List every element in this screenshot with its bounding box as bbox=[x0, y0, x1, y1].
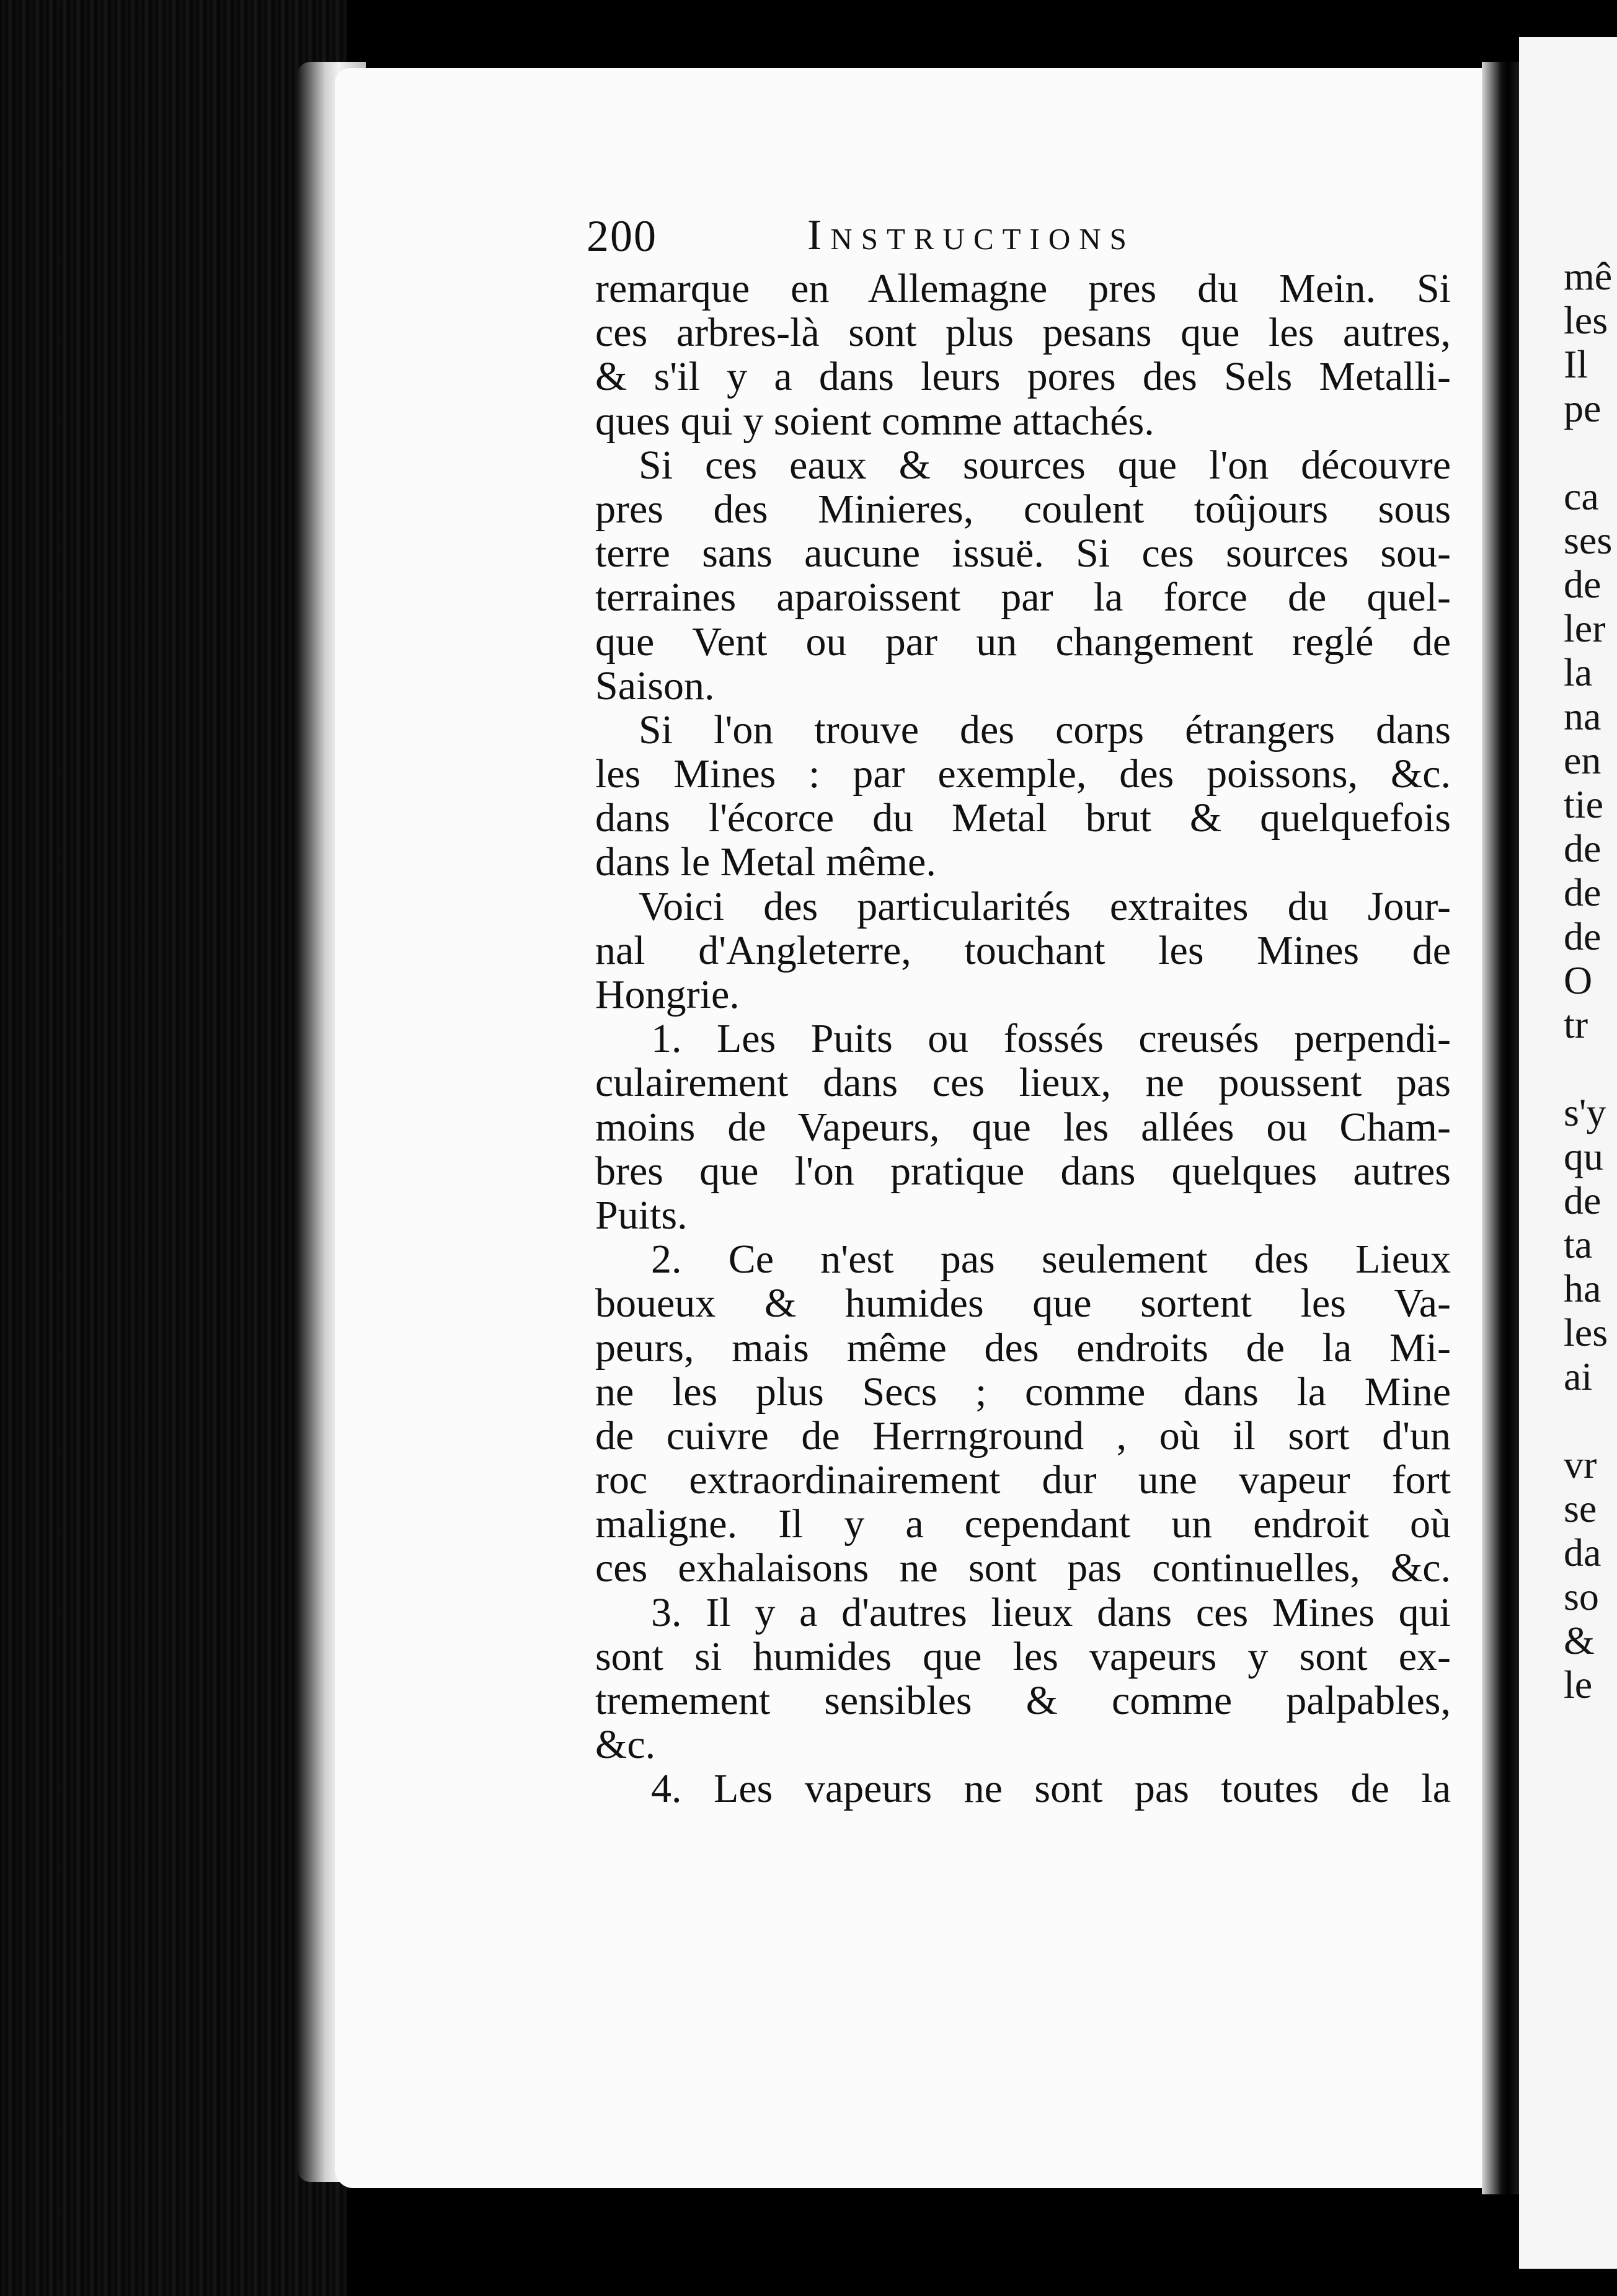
right-page-line: ai bbox=[1564, 1354, 1593, 1398]
page-header bbox=[587, 211, 1455, 267]
right-page-line: O bbox=[1564, 958, 1593, 1002]
right-page-line: ca bbox=[1564, 474, 1599, 518]
text-line: & s'il y a dans leurs pores des Sels Metalli- bbox=[595, 355, 1451, 399]
right-page-line: en bbox=[1564, 738, 1601, 782]
text-line: Voici des particularités extraites du Jour- bbox=[639, 884, 1451, 929]
page-number: 200 bbox=[587, 211, 657, 261]
right-page-line: s'y bbox=[1564, 1090, 1606, 1134]
right-page-line: de bbox=[1564, 1178, 1601, 1222]
right-page-line: da bbox=[1564, 1530, 1601, 1574]
right-page-line: le bbox=[1564, 1662, 1593, 1707]
running-title: Instructions bbox=[807, 211, 1135, 259]
text-line: pres des Minieres, coulent toûjours sous bbox=[595, 487, 1451, 532]
text-line: terre sans aucune issuë. Si ces sources sou- bbox=[595, 531, 1451, 576]
right-page-line: vr bbox=[1564, 1442, 1597, 1486]
book-edge bbox=[0, 0, 347, 2296]
right-page-line: de bbox=[1564, 914, 1601, 958]
text-line: 3. Il y a d'autres lieux dans ces Mines qui bbox=[651, 1590, 1451, 1635]
text-line: de cuivre de Herrnground , où il sort d'un bbox=[595, 1413, 1451, 1459]
body-text bbox=[595, 267, 1451, 1811]
text-line: nal d'Angleterre, touchant les Mines de bbox=[595, 928, 1451, 973]
text-line: Si l'on trouve des corps étrangers dans bbox=[639, 707, 1451, 753]
text-line: tremement sensibles & comme palpables, bbox=[595, 1679, 1451, 1723]
right-page-text-fragment bbox=[1564, 254, 1617, 1707]
right-page-line bbox=[1564, 1398, 1617, 1442]
right-page-line: & bbox=[1564, 1618, 1595, 1662]
text-line: ces arbres-là sont plus pesans que les autres, bbox=[595, 311, 1451, 355]
right-page-line: se bbox=[1564, 1486, 1597, 1530]
right-page-line: ta bbox=[1564, 1222, 1593, 1266]
text-line: Hongrie. bbox=[595, 973, 740, 1017]
text-line: ques qui y soient comme attachés. bbox=[595, 399, 1154, 443]
text-line: les Mines : par exemple, des poissons, &c. bbox=[595, 752, 1451, 797]
right-page-line: pe bbox=[1564, 386, 1601, 430]
right-page-line: qu bbox=[1564, 1134, 1603, 1178]
text-line: 2. Ce n'est pas seulement des Lieux bbox=[651, 1237, 1451, 1282]
text-line: ces exhalaisons ne sont pas continuelles, &c. bbox=[595, 1546, 1451, 1591]
text-line: sont si humides que les vapeurs y sont ex- bbox=[595, 1634, 1451, 1679]
right-page-line: Il bbox=[1564, 342, 1588, 386]
right-page-line: la bbox=[1564, 650, 1593, 694]
text-line: terraines aparoissent par la force de quel- bbox=[595, 575, 1451, 620]
text-line: bres que l'on pratique dans quelques autres bbox=[595, 1149, 1451, 1193]
text-line: roc extraordinairement dur une vapeur fort bbox=[595, 1458, 1451, 1503]
text-line: boueux & humides que sortent les Va- bbox=[595, 1281, 1451, 1326]
right-page-line: les bbox=[1564, 298, 1608, 342]
text-line: Saison. bbox=[595, 663, 715, 708]
text-line: 4. Les vapeurs ne sont pas toutes de la bbox=[651, 1767, 1451, 1811]
right-page-line: ses bbox=[1564, 518, 1613, 562]
right-page-line: so bbox=[1564, 1574, 1599, 1618]
text-line: maligne. Il y a cependant un endroit où bbox=[595, 1502, 1451, 1547]
text-line: Puits. bbox=[595, 1193, 688, 1238]
text-line: peurs, mais même des endroits de la Mi- bbox=[595, 1325, 1451, 1370]
text-line: culairement dans ces lieux, ne poussent pas bbox=[595, 1061, 1451, 1105]
text-line: &c. bbox=[595, 1723, 656, 1767]
text-line: ne les plus Secs ; comme dans la Mine bbox=[595, 1369, 1451, 1414]
right-page-line: de bbox=[1564, 562, 1601, 606]
text-line: Si ces eaux & sources que l'on découvre bbox=[639, 443, 1451, 487]
right-page-line: de bbox=[1564, 826, 1601, 870]
right-page-line: les bbox=[1564, 1310, 1608, 1354]
text-line: moins de Vapeurs, que les allées ou Cham- bbox=[595, 1105, 1451, 1149]
text-line: remarque en Allemagne pres du Mein. Si bbox=[595, 267, 1451, 311]
right-page-line: ha bbox=[1564, 1266, 1601, 1310]
text-line: 1. Les Puits ou fossés creusés perpendi- bbox=[651, 1017, 1451, 1061]
text-line: dans le Metal même. bbox=[595, 840, 936, 885]
right-page-line bbox=[1564, 1046, 1617, 1090]
right-page-line bbox=[1564, 430, 1617, 474]
right-page-line: ler bbox=[1564, 606, 1606, 650]
text-line: que Vent ou par un changement reglé de bbox=[595, 619, 1451, 664]
text-line: dans l'écorce du Metal brut & quelquefois bbox=[595, 796, 1451, 841]
right-page-line: tr bbox=[1564, 1002, 1588, 1046]
right-page-line: tie bbox=[1564, 782, 1603, 826]
right-page-line: mê bbox=[1564, 254, 1613, 298]
right-page-line: de bbox=[1564, 870, 1601, 914]
right-page-line: na bbox=[1564, 694, 1601, 738]
